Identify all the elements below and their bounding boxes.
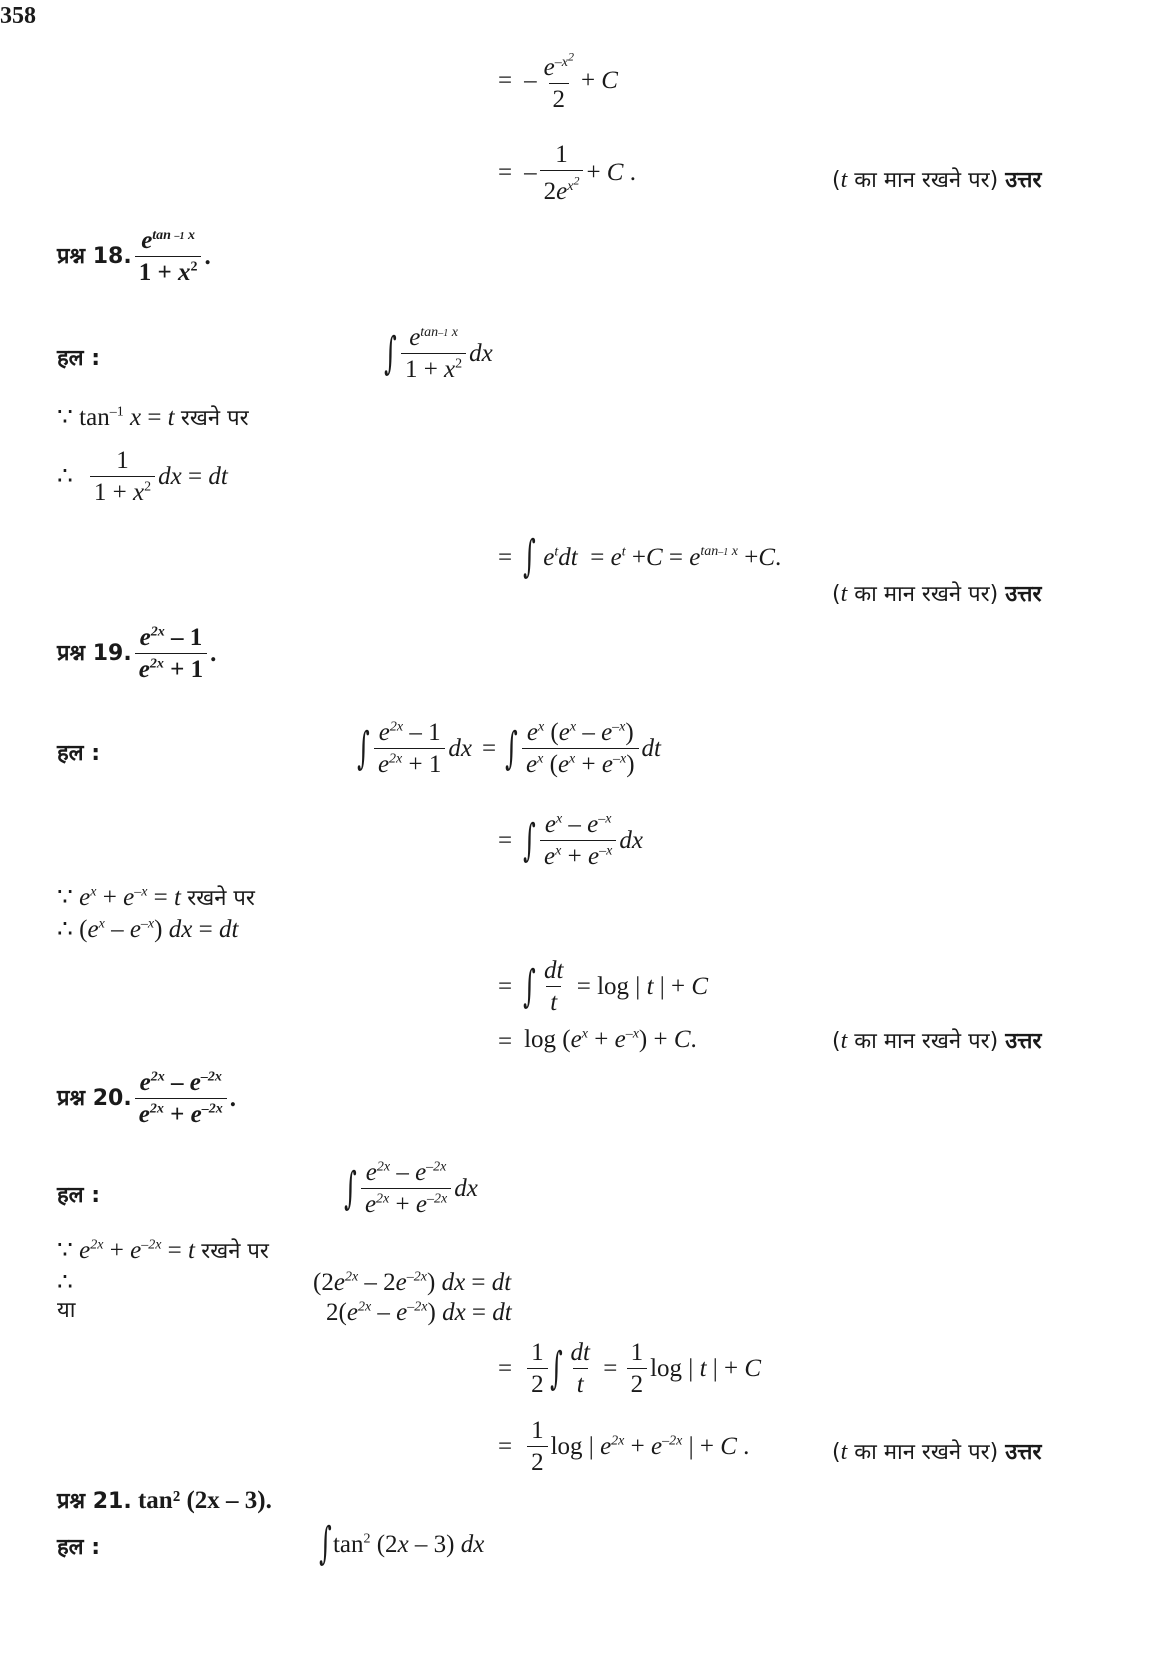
solution-label-19: हल : (57, 741, 101, 766)
note-4: (t का मान रखने पर) उत्तर (832, 1439, 1042, 1465)
q20-diff-1: $(2e^{2x} - 2e^{-2x})$ dx = dt (313, 1269, 512, 1296)
question-20: प्रश्न 20. $\frac{e^{2x} - e^{-2x}}{e^{2x} + e^{-2x}}$ . (57, 1069, 236, 1128)
prev-step-1: = – $\frac{e^{-x2}}{2}$ + C (498, 49, 618, 113)
q19-sub: ∵ $e^x + e^{-x} = t$ रखने पर (57, 884, 255, 911)
q19-step3: = ∫ $\frac{dt}{t}$ = log | t | + C (498, 957, 709, 1016)
q21-integral: ∫ $\tan^2 (2x - 3)$ dx (319, 1518, 485, 1569)
question-21: प्रश्न 21. tan² (2x – 3). (57, 1487, 272, 1514)
q19-step2: = ∫ $\frac{e^x - e^{-x}}{e^x + e^{-x}}$ dx (498, 811, 643, 870)
q19-integral: ∫ $\frac{e^{2x} - 1}{e^{2x} + 1}$ dx = ∫ $\frac{e^x (e^x - e^{-x})}{e^x (e^x + e^{-x})}$ dt (357, 719, 661, 778)
prev-step-2: = – $\frac{1}{2e^{x2}}$ + C . (498, 141, 636, 205)
q20-diff-2: $2(e^{2x} - e^{-2x})$ dx = dt (326, 1299, 512, 1326)
q19-result: = $\log (e^x + e^{-x}) + C$. (498, 1026, 697, 1055)
q18-result: = ∫ $e^tdt$ = $e^t$ + C = $e^{tan-1 x}$ + C . (498, 531, 782, 582)
question-18: प्रश्न 18. $\frac{e^{tan -1 x}}{1 + x^2}$ . (57, 227, 211, 286)
page-number: 358 (0, 3, 36, 29)
q20-or: या (57, 1298, 76, 1323)
q18-integral: ∫ $\frac{e^{tan-1 x}}{1 + x^2}$ dx (384, 324, 493, 383)
q18-sub: ∵ $\tan^{-1} x = t$ रखने पर (57, 404, 249, 431)
solution-label-18: हल : (57, 346, 101, 371)
note-3: (t का मान रखने पर) उत्तर (832, 1028, 1042, 1054)
q20-therefore: ∴ (57, 1269, 73, 1296)
note-1: (t का मान रखने पर) उत्तर (832, 167, 1042, 193)
solution-label-21: हल : (57, 1535, 101, 1560)
note-2: (t का मान रखने पर) उत्तर (832, 581, 1042, 607)
q18-diff: ∴ $\frac{1}{1 + x^2}$ dx = dt (57, 447, 228, 506)
q20-integral: ∫ $\frac{e^{2x} - e^{-2x}}{e^{2x} + e^{-2x}}$ dx (344, 1159, 478, 1218)
q20-step2: = $\frac{1}{2}$ ∫ $\frac{dt}{t}$ = $\frac{1}{2}$ log | t | + C (498, 1339, 762, 1398)
q20-sub: ∵ $e^{2x} + e^{-2x} = t$ रखने पर (57, 1237, 269, 1264)
solution-label-20: हल : (57, 1183, 101, 1208)
question-19: प्रश्न 19. $\frac{e^{2x} - 1}{e^{2x} + 1}$ . (57, 624, 217, 683)
q20-result: = $\frac{1}{2}$ log | $e^{2x} + e^{-2x}$ | + C . (498, 1417, 750, 1476)
q19-diff: ∴ $(e^x - e^{-x})$ dx = dt (57, 916, 239, 943)
